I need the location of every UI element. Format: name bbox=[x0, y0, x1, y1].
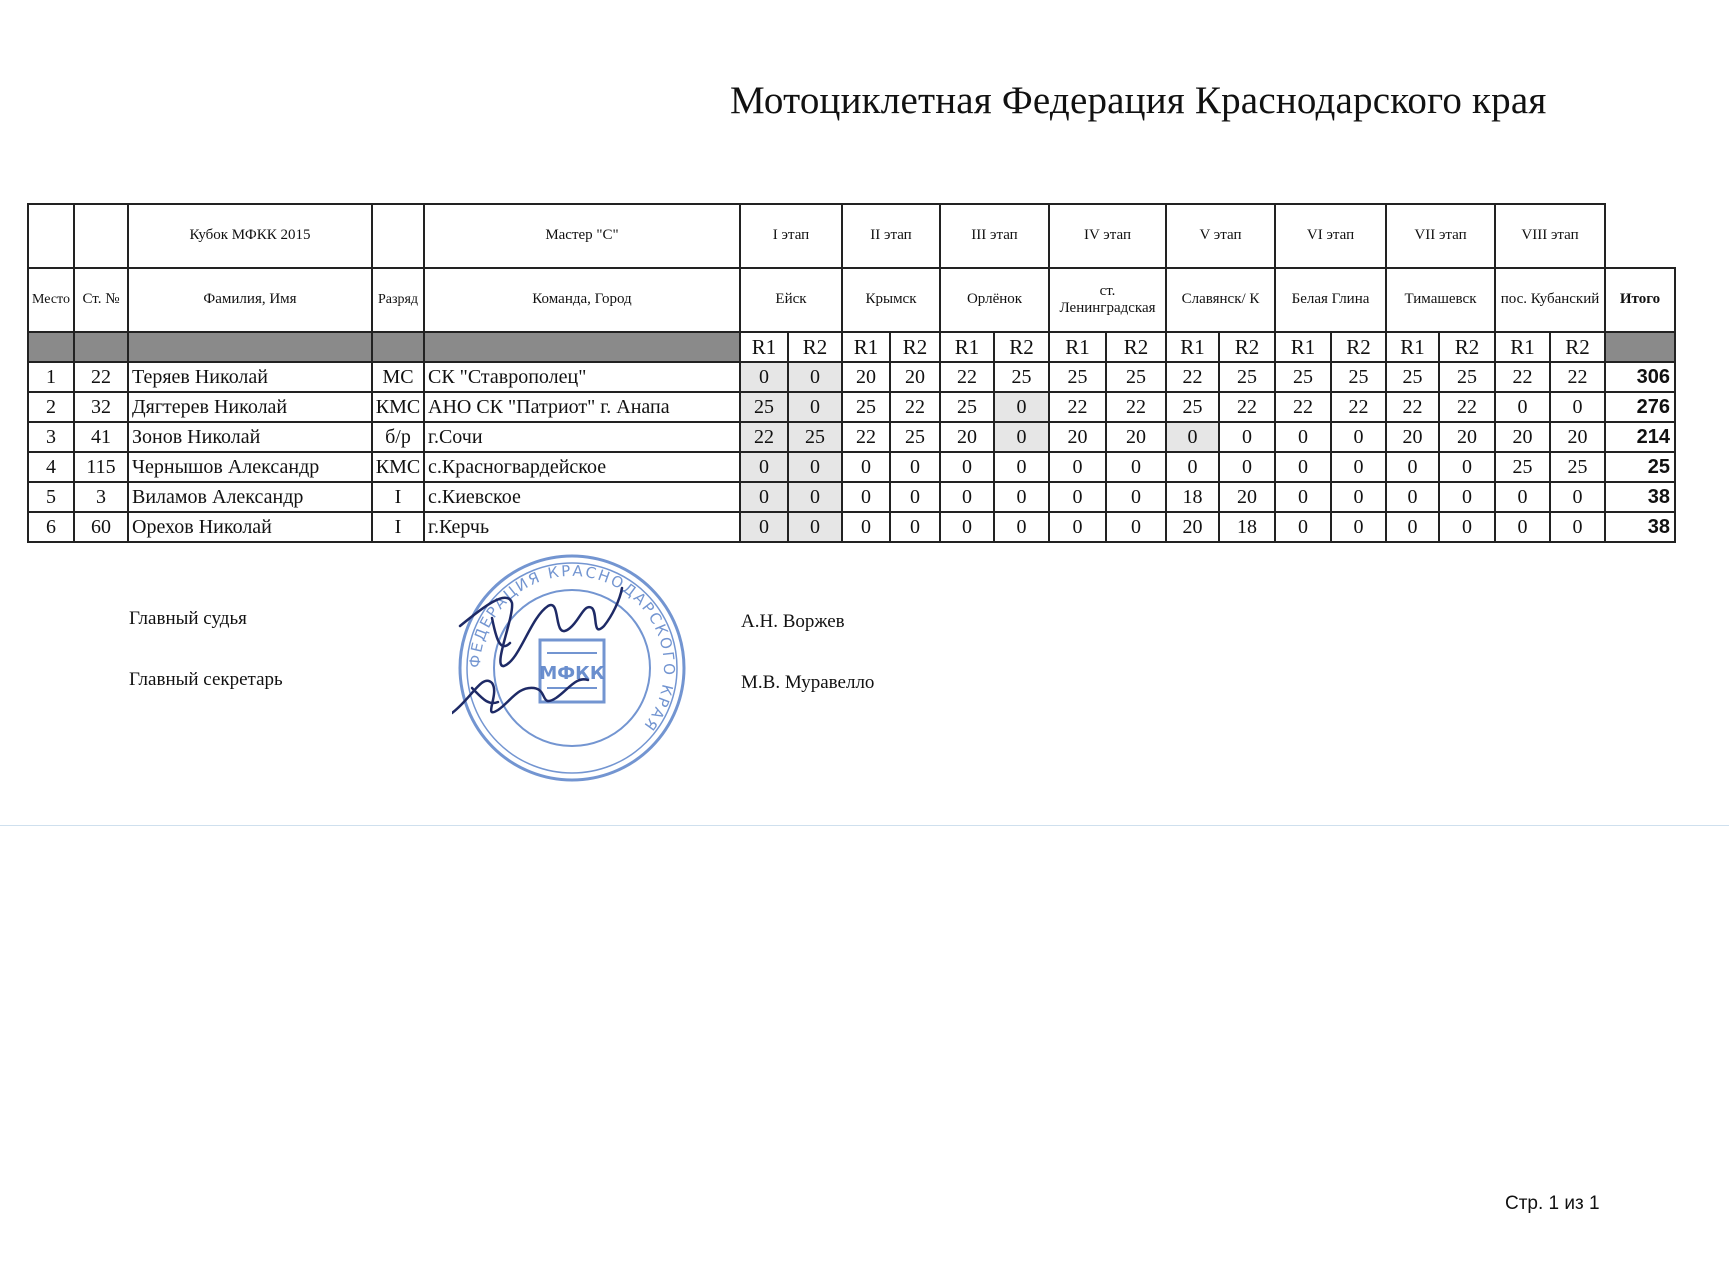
stage-1-city: Ейск bbox=[740, 268, 842, 332]
race-label-stage1-r2: R2 bbox=[788, 332, 842, 362]
table-row bbox=[28, 512, 1675, 542]
score-cell: 22 bbox=[940, 362, 994, 392]
score-cell: 25 bbox=[1386, 362, 1439, 392]
chief-judge-label: Главный судья bbox=[129, 608, 247, 629]
stage-7-city: Тимашевск bbox=[1386, 268, 1495, 332]
score-cell: 0 bbox=[994, 452, 1049, 482]
race-label-stage2-r2: R2 bbox=[890, 332, 940, 362]
gray-band-cell bbox=[128, 332, 372, 362]
score-cell: 0 bbox=[890, 482, 940, 512]
page-divider bbox=[0, 825, 1729, 826]
stage-8-header: VIII этап bbox=[1495, 204, 1605, 268]
score-cell: 25 bbox=[1166, 392, 1219, 422]
race-label-stage4-r1: R1 bbox=[1049, 332, 1106, 362]
score-cell: 0 bbox=[1275, 422, 1331, 452]
rider-name-cell: Чернышов Александр bbox=[128, 452, 372, 482]
race-label-stage5-r2: R2 bbox=[1219, 332, 1275, 362]
total-cell: 38 bbox=[1605, 512, 1675, 542]
rank-cell: I bbox=[372, 482, 424, 512]
header-empty-place bbox=[28, 204, 74, 268]
table-row bbox=[28, 482, 1675, 512]
place-cell: 6 bbox=[28, 512, 74, 542]
score-cell: 22 bbox=[1275, 392, 1331, 422]
stage-5-header: V этап bbox=[1166, 204, 1275, 268]
score-cell: 20 bbox=[1219, 482, 1275, 512]
race-label-stage1-r1: R1 bbox=[740, 332, 788, 362]
score-cell: 0 bbox=[994, 512, 1049, 542]
rider-name-cell: Теряев Николай bbox=[128, 362, 372, 392]
stage-5-city: Славянск/ К bbox=[1166, 268, 1275, 332]
gray-band-cell bbox=[372, 332, 424, 362]
score-cell: 0 bbox=[1550, 392, 1605, 422]
score-cell: 0 bbox=[890, 512, 940, 542]
seal-outer-text: ФЕДЕРАЦИЯ КРАСНОДАРСКОГО КРАЯ bbox=[465, 561, 679, 736]
score-cell: 22 bbox=[842, 422, 890, 452]
race-label-stage6-r1: R1 bbox=[1275, 332, 1331, 362]
rank-cell: КМС bbox=[372, 452, 424, 482]
score-cell: 25 bbox=[994, 362, 1049, 392]
total-cell: 214 bbox=[1605, 422, 1675, 452]
score-cell: 0 bbox=[1495, 392, 1550, 422]
score-cell: 20 bbox=[890, 362, 940, 392]
score-cell: 0 bbox=[1049, 452, 1106, 482]
rank-cell: б/р bbox=[372, 422, 424, 452]
gray-band-cell bbox=[424, 332, 740, 362]
score-cell: 20 bbox=[1049, 422, 1106, 452]
score-cell: 0 bbox=[740, 452, 788, 482]
score-cell: 0 bbox=[1386, 452, 1439, 482]
score-cell: 20 bbox=[1550, 422, 1605, 452]
score-cell: 0 bbox=[1331, 452, 1386, 482]
score-cell: 0 bbox=[1495, 482, 1550, 512]
chief-secretary-name: М.В. Муравелло bbox=[741, 672, 875, 693]
score-cell: 0 bbox=[1331, 422, 1386, 452]
score-cell: 22 bbox=[1049, 392, 1106, 422]
score-cell: 0 bbox=[994, 392, 1049, 422]
score-cell: 25 bbox=[842, 392, 890, 422]
score-cell: 0 bbox=[890, 452, 940, 482]
score-cell: 0 bbox=[1550, 482, 1605, 512]
header-row-races bbox=[28, 332, 1675, 362]
score-cell: 20 bbox=[940, 422, 994, 452]
score-cell: 0 bbox=[1550, 512, 1605, 542]
score-cell: 0 bbox=[994, 422, 1049, 452]
col-total-header: Итого bbox=[1605, 268, 1675, 332]
score-cell: 0 bbox=[1219, 452, 1275, 482]
header-row-columns bbox=[28, 268, 1675, 332]
rider-name-cell: Орехов Николай bbox=[128, 512, 372, 542]
race-label-stage7-r2: R2 bbox=[1439, 332, 1495, 362]
score-cell: 0 bbox=[1275, 452, 1331, 482]
score-cell: 25 bbox=[1495, 452, 1550, 482]
table-row bbox=[28, 422, 1675, 452]
team-cell: с.Киевское bbox=[424, 482, 740, 512]
stage-3-city: Орлёнок bbox=[940, 268, 1049, 332]
document-title: Мотоциклетная Федерация Краснодарского края bbox=[730, 79, 1547, 122]
score-cell: 0 bbox=[788, 362, 842, 392]
score-cell: 20 bbox=[1495, 422, 1550, 452]
team-cell: АНО СК "Патриот" г. Анапа bbox=[424, 392, 740, 422]
race-label-stage8-r2: R2 bbox=[1550, 332, 1605, 362]
score-cell: 0 bbox=[1106, 482, 1166, 512]
score-cell: 0 bbox=[1049, 512, 1106, 542]
gray-band-cell bbox=[28, 332, 74, 362]
stage-1-header: I этап bbox=[740, 204, 842, 268]
score-cell: 25 bbox=[1550, 452, 1605, 482]
table-row bbox=[28, 362, 1675, 392]
stage-4-city: ст. Ленинградская bbox=[1049, 268, 1166, 332]
start-number-cell: 41 bbox=[74, 422, 128, 452]
score-cell: 0 bbox=[1331, 482, 1386, 512]
col-number-header: Ст. № bbox=[74, 268, 128, 332]
start-number-cell: 60 bbox=[74, 512, 128, 542]
gray-band-cell bbox=[74, 332, 128, 362]
start-number-cell: 32 bbox=[74, 392, 128, 422]
race-label-stage3-r1: R1 bbox=[940, 332, 994, 362]
score-cell: 0 bbox=[940, 482, 994, 512]
score-cell: 22 bbox=[740, 422, 788, 452]
stage-8-city: пос. Кубанский bbox=[1495, 268, 1605, 332]
race-label-stage7-r1: R1 bbox=[1386, 332, 1439, 362]
total-cell: 25 bbox=[1605, 452, 1675, 482]
col-name-header: Фамилия, Имя bbox=[128, 268, 372, 332]
score-cell: 0 bbox=[1439, 452, 1495, 482]
score-cell: 0 bbox=[994, 482, 1049, 512]
score-cell: 22 bbox=[1495, 362, 1550, 392]
score-cell: 0 bbox=[1386, 512, 1439, 542]
stage-2-city: Крымск bbox=[842, 268, 940, 332]
score-cell: 25 bbox=[1049, 362, 1106, 392]
score-cell: 0 bbox=[1495, 512, 1550, 542]
score-cell: 20 bbox=[842, 362, 890, 392]
score-cell: 0 bbox=[1439, 512, 1495, 542]
stage-6-city: Белая Глина bbox=[1275, 268, 1386, 332]
rank-cell: КМС bbox=[372, 392, 424, 422]
seal-inner-text: МФКК bbox=[539, 663, 605, 684]
start-number-cell: 22 bbox=[74, 362, 128, 392]
place-cell: 4 bbox=[28, 452, 74, 482]
score-cell: 22 bbox=[1106, 392, 1166, 422]
header-empty-number bbox=[74, 204, 128, 268]
score-cell: 25 bbox=[890, 422, 940, 452]
score-cell: 0 bbox=[1275, 482, 1331, 512]
score-cell: 0 bbox=[842, 482, 890, 512]
race-label-stage2-r1: R1 bbox=[842, 332, 890, 362]
place-cell: 1 bbox=[28, 362, 74, 392]
score-cell: 0 bbox=[1106, 512, 1166, 542]
place-cell: 3 bbox=[28, 422, 74, 452]
score-cell: 25 bbox=[940, 392, 994, 422]
score-cell: 20 bbox=[1166, 512, 1219, 542]
rank-cell: I bbox=[372, 512, 424, 542]
cup-title: Кубок МФКК 2015 bbox=[128, 204, 372, 268]
score-cell: 20 bbox=[1106, 422, 1166, 452]
total-cell: 38 bbox=[1605, 482, 1675, 512]
score-cell: 0 bbox=[1106, 452, 1166, 482]
score-cell: 0 bbox=[842, 452, 890, 482]
score-cell: 0 bbox=[940, 512, 994, 542]
gray-band-cell bbox=[1605, 332, 1675, 362]
stage-3-header: III этап bbox=[940, 204, 1049, 268]
total-cell: 306 bbox=[1605, 362, 1675, 392]
federation-seal bbox=[452, 548, 692, 788]
score-cell: 20 bbox=[1439, 422, 1495, 452]
start-number-cell: 3 bbox=[74, 482, 128, 512]
col-place-header: Место bbox=[28, 268, 74, 332]
score-cell: 0 bbox=[740, 362, 788, 392]
score-cell: 0 bbox=[1275, 512, 1331, 542]
score-cell: 25 bbox=[1106, 362, 1166, 392]
score-cell: 22 bbox=[1439, 392, 1495, 422]
race-label-stage4-r2: R2 bbox=[1106, 332, 1166, 362]
col-team-header: Команда, Город bbox=[424, 268, 740, 332]
score-cell: 0 bbox=[1166, 422, 1219, 452]
score-cell: 0 bbox=[740, 482, 788, 512]
score-cell: 0 bbox=[1049, 482, 1106, 512]
team-cell: г.Сочи bbox=[424, 422, 740, 452]
score-cell: 22 bbox=[1331, 392, 1386, 422]
score-cell: 0 bbox=[740, 512, 788, 542]
page-number: Стр. 1 из 1 bbox=[1505, 1193, 1600, 1214]
score-cell: 0 bbox=[1219, 422, 1275, 452]
chief-secretary-label: Главный секретарь bbox=[129, 669, 283, 690]
score-cell: 22 bbox=[1219, 392, 1275, 422]
place-cell: 2 bbox=[28, 392, 74, 422]
stage-6-header: VI этап bbox=[1275, 204, 1386, 268]
team-cell: СК "Ставрополец" bbox=[424, 362, 740, 392]
rider-name-cell: Дягтерев Николай bbox=[128, 392, 372, 422]
score-cell: 20 bbox=[1386, 422, 1439, 452]
score-cell: 22 bbox=[1386, 392, 1439, 422]
header-empty-total bbox=[1605, 204, 1675, 268]
team-cell: с.Красногвардейское bbox=[424, 452, 740, 482]
score-cell: 0 bbox=[788, 512, 842, 542]
score-cell: 0 bbox=[1166, 452, 1219, 482]
rider-name-cell: Зонов Николай bbox=[128, 422, 372, 452]
results-table bbox=[27, 203, 1676, 543]
score-cell: 25 bbox=[1439, 362, 1495, 392]
total-cell: 276 bbox=[1605, 392, 1675, 422]
stage-7-header: VII этап bbox=[1386, 204, 1495, 268]
col-rank-header: Разряд bbox=[372, 268, 424, 332]
score-cell: 18 bbox=[1166, 482, 1219, 512]
score-cell: 25 bbox=[1331, 362, 1386, 392]
table-row bbox=[28, 392, 1675, 422]
rank-cell: МС bbox=[372, 362, 424, 392]
race-label-stage3-r2: R2 bbox=[994, 332, 1049, 362]
score-cell: 22 bbox=[1166, 362, 1219, 392]
team-cell: г.Керчь bbox=[424, 512, 740, 542]
score-cell: 0 bbox=[842, 512, 890, 542]
score-cell: 0 bbox=[1331, 512, 1386, 542]
race-label-stage6-r2: R2 bbox=[1331, 332, 1386, 362]
score-cell: 25 bbox=[1219, 362, 1275, 392]
race-label-stage8-r1: R1 bbox=[1495, 332, 1550, 362]
score-cell: 25 bbox=[740, 392, 788, 422]
score-cell: 0 bbox=[940, 452, 994, 482]
race-label-stage5-r1: R1 bbox=[1166, 332, 1219, 362]
score-cell: 0 bbox=[788, 392, 842, 422]
score-cell: 25 bbox=[788, 422, 842, 452]
rider-name-cell: Виламов Александр bbox=[128, 482, 372, 512]
score-cell: 0 bbox=[1386, 482, 1439, 512]
chief-judge-name: А.Н. Воржев bbox=[741, 611, 845, 632]
score-cell: 0 bbox=[788, 482, 842, 512]
start-number-cell: 115 bbox=[74, 452, 128, 482]
score-cell: 22 bbox=[890, 392, 940, 422]
stage-2-header: II этап bbox=[842, 204, 940, 268]
table-row bbox=[28, 452, 1675, 482]
place-cell: 5 bbox=[28, 482, 74, 512]
class-title: Мастер "С" bbox=[424, 204, 740, 268]
score-cell: 22 bbox=[1550, 362, 1605, 392]
score-cell: 0 bbox=[1439, 482, 1495, 512]
stage-4-header: IV этап bbox=[1049, 204, 1166, 268]
score-cell: 18 bbox=[1219, 512, 1275, 542]
score-cell: 0 bbox=[788, 452, 842, 482]
header-empty-rank bbox=[372, 204, 424, 268]
header-row-stages bbox=[28, 204, 1675, 268]
score-cell: 25 bbox=[1275, 362, 1331, 392]
